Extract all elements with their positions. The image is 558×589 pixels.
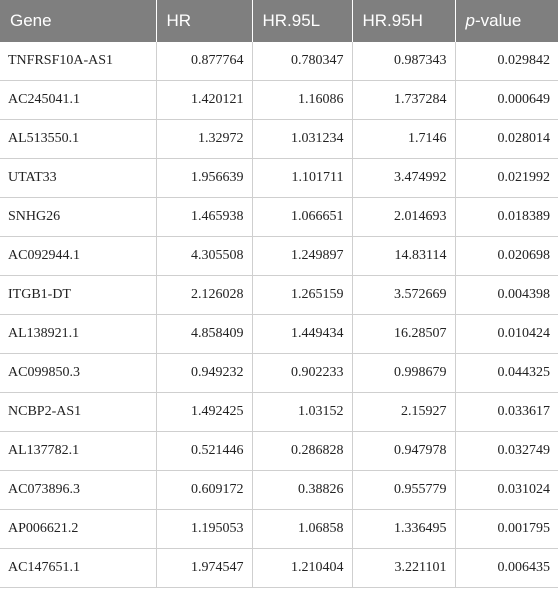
cell-gene: AC147651.1 — [0, 549, 156, 588]
cell-p-value: 0.020698 — [455, 237, 558, 276]
table-row — [0, 159, 558, 198]
table-row — [0, 354, 558, 393]
table-row — [0, 432, 558, 471]
cell-hr95h: 14.83114 — [352, 237, 455, 276]
cell-gene: TNFRSF10A-AS1 — [0, 42, 156, 81]
cell-p-value: 0.004398 — [455, 276, 558, 315]
cell-hr: 0.949232 — [156, 354, 252, 393]
table-row — [0, 120, 558, 159]
cell-p-value: 0.044325 — [455, 354, 558, 393]
cell-hr95h: 2.15927 — [352, 393, 455, 432]
cell-hr95h: 0.947978 — [352, 432, 455, 471]
table-row — [0, 237, 558, 276]
cell-hr: 1.420121 — [156, 81, 252, 120]
table-row — [0, 81, 558, 120]
cell-hr: 1.465938 — [156, 198, 252, 237]
cell-p-value: 0.006435 — [455, 549, 558, 588]
cell-hr95l: 1.031234 — [252, 120, 352, 159]
cell-hr95l: 0.902233 — [252, 354, 352, 393]
cell-p-value: 0.001795 — [455, 510, 558, 549]
table-row — [0, 315, 558, 354]
table-header — [0, 0, 558, 42]
table-row — [0, 276, 558, 315]
cell-hr: 0.521446 — [156, 432, 252, 471]
table-row — [0, 471, 558, 510]
cell-hr95l: 0.286828 — [252, 432, 352, 471]
cell-hr95h: 16.28507 — [352, 315, 455, 354]
cell-hr: 4.305508 — [156, 237, 252, 276]
cell-hr95l: 1.449434 — [252, 315, 352, 354]
column-header-hr95l: HR.95L — [252, 0, 352, 42]
cell-hr95l: 1.265159 — [252, 276, 352, 315]
cell-hr95h: 0.998679 — [352, 354, 455, 393]
cell-p-value: 0.018389 — [455, 198, 558, 237]
cell-hr: 4.858409 — [156, 315, 252, 354]
table-body — [0, 42, 558, 588]
cell-gene: NCBP2-AS1 — [0, 393, 156, 432]
cell-p-value: 0.028014 — [455, 120, 558, 159]
cell-p-value: 0.033617 — [455, 393, 558, 432]
cell-hr95l: 1.066651 — [252, 198, 352, 237]
cell-hr: 1.492425 — [156, 393, 252, 432]
cell-p-value: 0.000649 — [455, 81, 558, 120]
cell-p-value: 0.010424 — [455, 315, 558, 354]
cell-gene: AC073896.3 — [0, 471, 156, 510]
column-header-hr95h: HR.95H — [352, 0, 455, 42]
cell-hr95h: 2.014693 — [352, 198, 455, 237]
cell-gene: ITGB1-DT — [0, 276, 156, 315]
cell-hr95l: 1.210404 — [252, 549, 352, 588]
cell-hr95l: 1.03152 — [252, 393, 352, 432]
cell-hr: 0.609172 — [156, 471, 252, 510]
column-header-p-value — [455, 0, 558, 42]
cell-p-value: 0.032749 — [455, 432, 558, 471]
cell-gene: AL137782.1 — [0, 432, 156, 471]
cell-p-value: 0.029842 — [455, 42, 558, 81]
cell-hr: 0.877764 — [156, 42, 252, 81]
table-row — [0, 549, 558, 588]
column-header-gene: Gene — [0, 0, 156, 42]
cell-gene: AC092944.1 — [0, 237, 156, 276]
cell-gene: AP006621.2 — [0, 510, 156, 549]
cell-hr: 1.974547 — [156, 549, 252, 588]
cell-hr95h: 1.737284 — [352, 81, 455, 120]
cell-gene: AL513550.1 — [0, 120, 156, 159]
cell-hr95h: 0.987343 — [352, 42, 455, 81]
cell-hr95h: 3.221101 — [352, 549, 455, 588]
cell-hr95h: 3.474992 — [352, 159, 455, 198]
cell-hr: 2.126028 — [156, 276, 252, 315]
cell-hr: 1.956639 — [156, 159, 252, 198]
table-row — [0, 42, 558, 81]
table-row — [0, 393, 558, 432]
cell-gene: SNHG26 — [0, 198, 156, 237]
cell-hr: 1.32972 — [156, 120, 252, 159]
table-row — [0, 510, 558, 549]
cell-gene: UTAT33 — [0, 159, 156, 198]
column-header-hr: HR — [156, 0, 252, 42]
header-row — [0, 0, 558, 42]
cell-gene: AC099850.3 — [0, 354, 156, 393]
cell-hr95l: 1.16086 — [252, 81, 352, 120]
p-value-italic-p: p — [465, 11, 475, 30]
cell-hr95l: 0.780347 — [252, 42, 352, 81]
cell-hr95h: 3.572669 — [352, 276, 455, 315]
cell-hr95l: 1.06858 — [252, 510, 352, 549]
cell-hr: 1.195053 — [156, 510, 252, 549]
cell-p-value: 0.021992 — [455, 159, 558, 198]
cell-p-value: 0.031024 — [455, 471, 558, 510]
cell-hr95l: 1.249897 — [252, 237, 352, 276]
cell-hr95h: 0.955779 — [352, 471, 455, 510]
cell-gene: AL138921.1 — [0, 315, 156, 354]
cell-gene: AC245041.1 — [0, 81, 156, 120]
cell-hr95l: 1.101711 — [252, 159, 352, 198]
cell-hr95h: 1.7146 — [352, 120, 455, 159]
cell-hr95h: 1.336495 — [352, 510, 455, 549]
p-value-suffix: -value — [474, 11, 522, 30]
cell-hr95l: 0.38826 — [252, 471, 352, 510]
table-row — [0, 198, 558, 237]
